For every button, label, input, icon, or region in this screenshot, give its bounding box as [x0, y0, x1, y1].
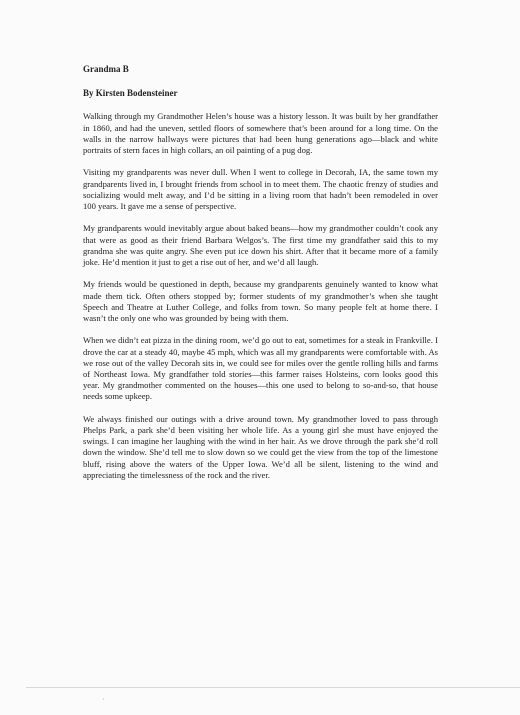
scan-edge-line — [26, 687, 520, 688]
paragraph-1: Walking through my Grandmother Helen’s house was a history lesson. It was built by her grandfather in 1860, and had the uneven, settled floors of somewhere that’s been around for a long time. On the walls in the narrow hallways were pictures that had been hung generations ago—black and white portraits of stern faces in high collars, an oil painting of a pug dog. — [83, 111, 438, 156]
document-title: Grandma B — [83, 64, 129, 74]
paragraph-6: We always finished our outings with a drive around town. My grandmother loved to pass through Phelps Park, a park she’d been visiting her whole life. As a young girl she must have enjoyed the swings. I can imagine her laughing with the wind in her hair. As we drove through the park she’d roll down the window. She’d tell me to slow down so we could get the view from the top of the limestone bluff, rising above the waters of the Upper Iowa. We’d all be silent, listening to the wind and appreciating the timelessness of the rock and the river. — [83, 413, 438, 480]
document-body — [83, 64, 438, 492]
document-author: By Kirsten Bodensteiner — [83, 88, 178, 99]
paragraph-2: Visiting my grandparents was never dull. When I went to college in Decorah, IA, the same town my grandparents lived in, I brought friends from school in to meet them. The chaotic frenzy of studies and socializing would melt away, and I’d be sitting in a living room that hadn’t been remodeled in over 100 years. It gave me a sense of perspective. — [83, 167, 438, 212]
paragraph-5: When we didn’t eat pizza in the dining room, we’d go out to eat, sometimes for a steak in Frankville. I drove the car at a steady 40, maybe 45 mph, which was all my grandparents were comfortable with. As we rose out of the valley Decorah sits in, we could see for miles over the gentle rolling hills and farms of Northeast Iowa. My grandfather told stories—this farmer raises Holsteins, corn looks good this year. My grandmother commented on the houses—this one used to belong to so-and-so, that house needs some upkeep. — [83, 335, 438, 402]
paragraph-4: My friends would be questioned in depth, because my grandparents genuinely wanted to know what made them tick. Often others stopped by; former students of my grandmother’s when she taught Speech and Theatre at Luther College, and folks from town. So many people felt at home there. I wasn’t the only one who was grounded by being with them. — [83, 279, 438, 324]
paragraph-3: My grandparents would inevitably argue about baked beans—how my grandmother couldn’t cook any that were as good as their friend Barbara Welgos’s. The first time my grandfather said this to my grandma she was quite angry. She even put ice down his shirt. After that it became more of a family joke. He’d mention it just to get a rise out of her, and we’d all laugh. — [83, 223, 438, 268]
scan-speck: · — [102, 695, 105, 704]
